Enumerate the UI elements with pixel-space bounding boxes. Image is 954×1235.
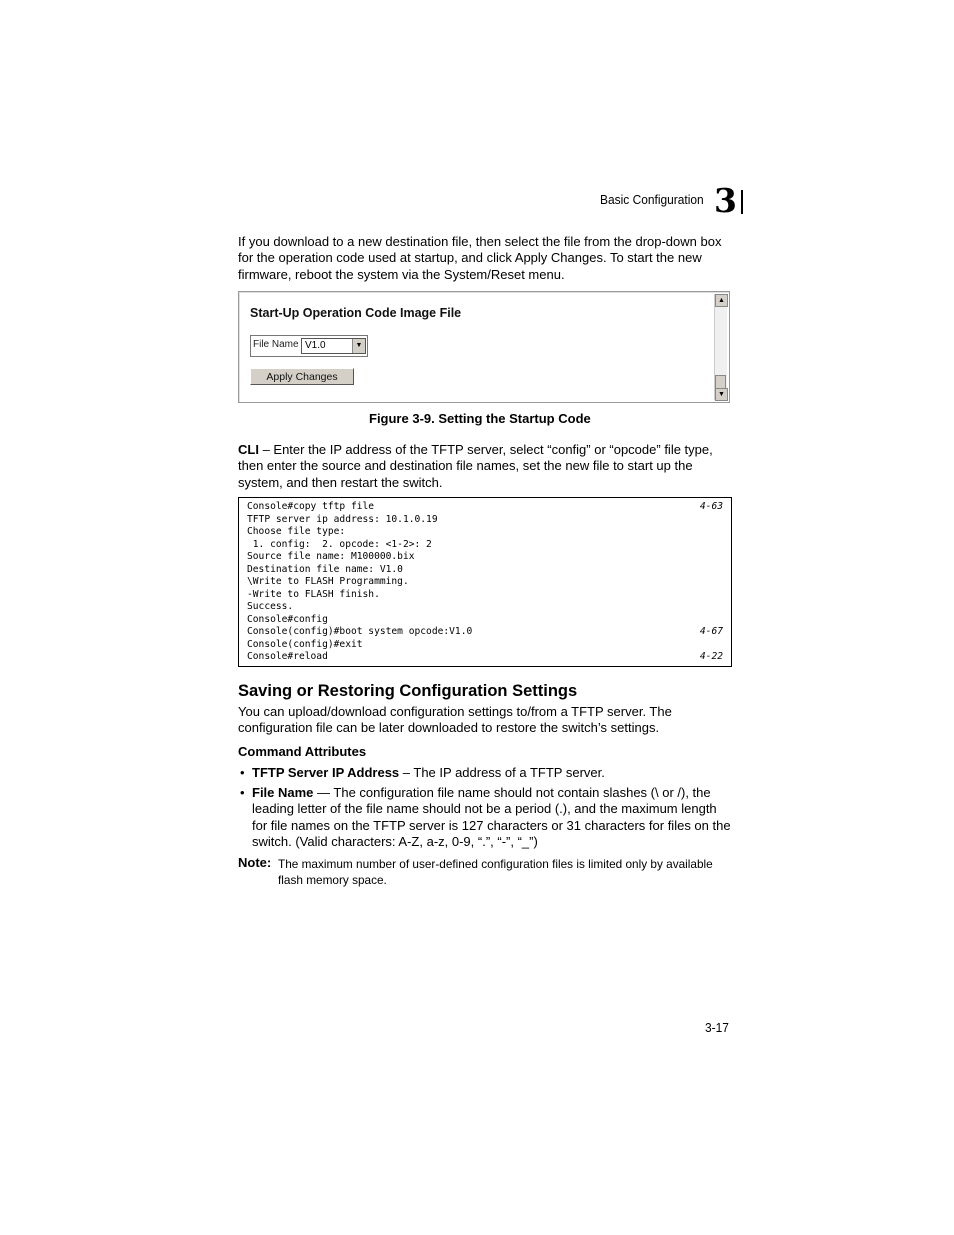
cli-line: -Write to FLASH finish.: [247, 588, 380, 600]
cli-reference: 4-63: [699, 501, 723, 512]
panel-title: Start-Up Operation Code Image File: [250, 306, 462, 320]
startup-code-panel: [238, 291, 730, 403]
bullet-term: TFTP Server IP Address: [252, 765, 400, 780]
bullet-icon: •: [240, 785, 245, 800]
section-paragraph: You can upload/download configuration settings to/from a TFTP server. The configuration file can be later downloaded to restore the switch’s settings.: [238, 704, 672, 736]
cli-reference: 4-22: [699, 651, 723, 662]
running-header-title: Basic Configuration: [600, 192, 704, 207]
note-text: The maximum number of user-defined configuration files is limited only by available flash memory space.: [278, 857, 713, 887]
chapter-divider: [741, 190, 743, 214]
bullet-description: – The IP address of a TFTP server.: [399, 765, 605, 780]
page-number: 3-17: [705, 1020, 729, 1035]
bullet-description: — The configuration file name should not contain slashes (\ or /), the leading letter of the file name should not be a period (.), and the maximum length for file names on the TFTP server is 127 characters or 31 characters for files on the switch. (Valid characters: A-Z, a-z, 0-9, “.”, “-”, “_”): [252, 785, 731, 849]
cli-line: Console#config: [247, 613, 328, 625]
chapter-number: 3: [714, 181, 736, 220]
cli-line: Destination file name: V1.0: [247, 563, 403, 575]
cli-line: Console(config)#boot system opcode:V1.0: [247, 626, 473, 637]
vertical-scrollbar[interactable]: [714, 294, 727, 400]
cli-example-box: [238, 497, 732, 667]
cli-line: TFTP server ip address: 10.1.0.19: [247, 513, 438, 525]
cli-line: Source file name: M100000.bix: [247, 551, 415, 562]
bullet-item: [252, 765, 732, 781]
file-name-field-group: [250, 335, 368, 357]
figure-caption: Figure 3-9. Setting the Startup Code: [369, 411, 591, 426]
scroll-down-icon[interactable]: ▼: [715, 388, 728, 401]
scroll-up-icon[interactable]: ▲: [715, 294, 728, 307]
cli-reference: 4-67: [699, 626, 723, 637]
cli-label: CLI: [238, 442, 259, 457]
cli-line: 1. config: 2. opcode: <1-2>: 2: [247, 538, 432, 550]
note-label: Note:: [238, 855, 272, 870]
cli-description: – Enter the IP address of the TFTP server, select “config” or “opcode” file type, then enter the source and destination file names, set the new file to start up the system, and then restart the switch.: [238, 442, 713, 490]
apply-changes-button[interactable]: Apply Changes: [250, 368, 354, 385]
cli-line: Console#reload: [247, 651, 328, 662]
cli-line: Success.: [247, 601, 294, 612]
bullet-term: File Name: [252, 785, 314, 800]
cli-line: \Write to FLASH Programming.: [247, 576, 409, 587]
chevron-down-icon[interactable]: ▼: [352, 339, 365, 353]
file-name-dropdown[interactable]: [301, 338, 366, 354]
file-name-label: File Name: [253, 339, 299, 350]
file-name-selected-value: V1.0: [305, 340, 326, 351]
cli-line: Choose file type:: [247, 526, 346, 537]
cli-line: Console#copy tftp file: [247, 501, 375, 512]
section-heading: Saving or Restoring Configuration Settings: [238, 682, 578, 700]
cli-line: Console(config)#exit: [247, 638, 363, 650]
intro-paragraph: If you download to a new destination file, then select the file from the drop-down box for the operation code used at startup, and click Apply Changes. To start the new firmware, reboot the system via the System/Reset menu.: [238, 234, 722, 282]
scrollbar-thumb[interactable]: [715, 375, 726, 389]
bullet-item: [252, 785, 732, 850]
bullet-icon: •: [240, 765, 245, 780]
cli-paragraph: [238, 442, 738, 491]
command-attributes-heading: Command Attributes: [238, 744, 367, 759]
